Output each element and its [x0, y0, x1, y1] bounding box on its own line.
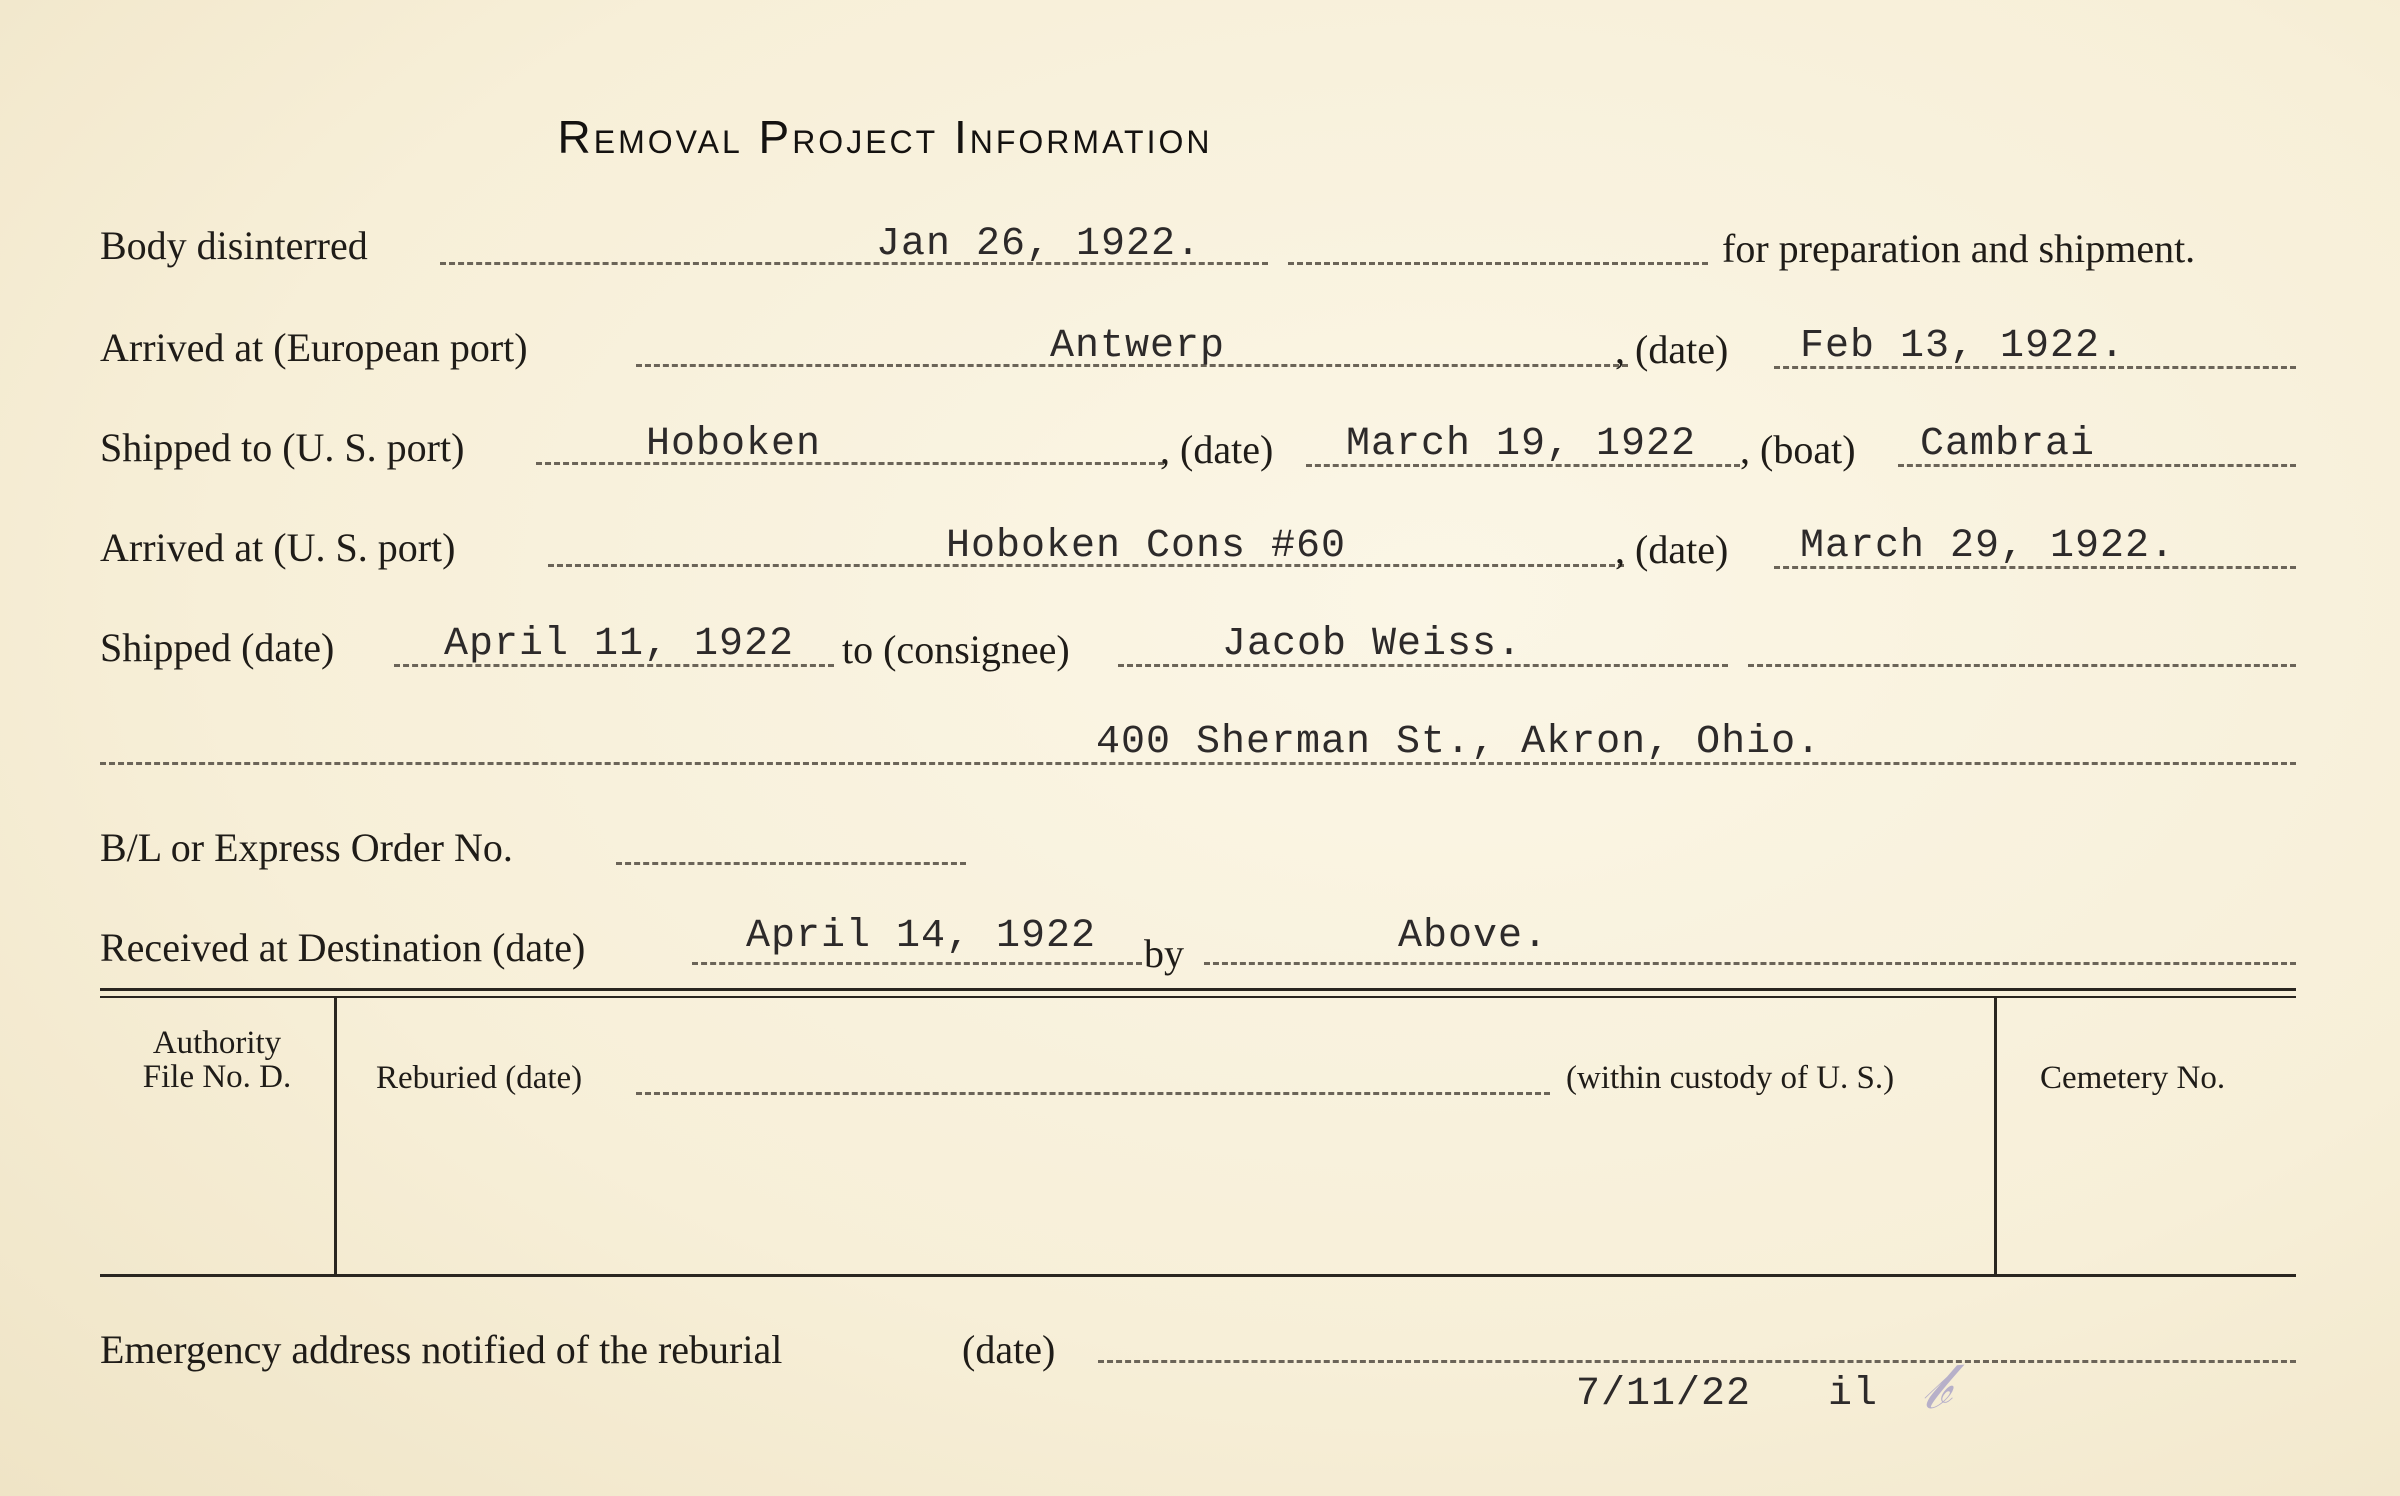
- received-destination-label: Received at Destination (date): [100, 925, 586, 970]
- arrived-us-port-label: Arrived at (U. S. port): [100, 525, 456, 570]
- body-disinterred-label: Body disinterred: [100, 223, 368, 268]
- boat-label: , (boat): [1740, 427, 1856, 472]
- box-divider-left: [334, 998, 337, 1274]
- authority-line: Authority: [152, 1025, 282, 1061]
- by-label: by: [1144, 931, 1184, 976]
- dotted-line: [1748, 664, 2296, 667]
- dotted-line: [636, 1092, 1550, 1095]
- disinterred-date-value: Jan 26, 1922.: [876, 222, 1202, 267]
- consignee-value: Jacob Weiss.: [1222, 622, 1523, 667]
- emergency-date-label: (date): [962, 1327, 1056, 1372]
- box-bottom-rule: [100, 1274, 2296, 1277]
- us-port-value: Hoboken: [646, 422, 822, 467]
- received-date-value: April 14, 1922: [746, 914, 1097, 959]
- shipped-date-label: Shipped (date): [100, 625, 335, 670]
- custody-label: (within custody of U. S.): [1566, 1060, 1895, 1096]
- preparation-shipment-label: for preparation and shipment.: [1722, 226, 2196, 271]
- cemetery-no-label: Cemetery No.: [2040, 1060, 2226, 1096]
- box-top-rule: [100, 988, 2296, 991]
- stamp-initials-value: il: [1828, 1372, 1879, 1417]
- dotted-line: [616, 862, 966, 865]
- box-divider-right: [1994, 998, 1997, 1274]
- shipped-date-value: April 11, 1922: [444, 622, 795, 667]
- us-arrival-date-label: , (date): [1615, 527, 1729, 572]
- file-no-line: File No. D.: [142, 1059, 292, 1095]
- dotted-line: [1288, 262, 1708, 265]
- emergency-address-label: Emergency address notified of the reburial: [100, 1327, 783, 1372]
- consignee-label: to (consignee): [842, 627, 1070, 672]
- shipping-date-label: , (date): [1160, 427, 1274, 472]
- consignee-address-value: 400 Sherman St., Akron, Ohio.: [1096, 720, 1822, 765]
- arrival-date-label: , (date): [1615, 327, 1729, 372]
- authority-file-label: [100, 1026, 334, 1094]
- dotted-line: [1098, 1360, 2296, 1363]
- reburied-date-label: Reburied (date): [376, 1060, 583, 1096]
- card-title: Removal Project Information: [557, 111, 1213, 163]
- arrived-european-port-label: Arrived at (European port): [100, 325, 528, 370]
- dotted-line: [536, 462, 1164, 465]
- us-arrival-port-value: Hoboken Cons #60: [946, 524, 1347, 569]
- boat-value: Cambrai: [1920, 422, 2096, 467]
- box-top-rule-inner: [100, 996, 2296, 998]
- shipping-date-value: March 19, 1922: [1346, 422, 1697, 467]
- bl-express-order-label: B/L or Express Order No.: [100, 825, 513, 870]
- handwritten-mark-icon: 𝒷: [1922, 1350, 1950, 1424]
- shipped-to-us-port-label: Shipped to (U. S. port): [100, 425, 465, 470]
- european-arrival-date-value: Feb 13, 1922.: [1800, 324, 2126, 369]
- stamp-date-value: 7/11/22: [1576, 1372, 1752, 1417]
- dotted-line: [692, 962, 1142, 965]
- us-arrival-date-value: March 29, 1922.: [1800, 524, 2176, 569]
- european-port-value: Antwerp: [1050, 324, 1226, 369]
- received-by-value: Above.: [1398, 914, 1549, 959]
- dotted-line: [1204, 962, 2296, 965]
